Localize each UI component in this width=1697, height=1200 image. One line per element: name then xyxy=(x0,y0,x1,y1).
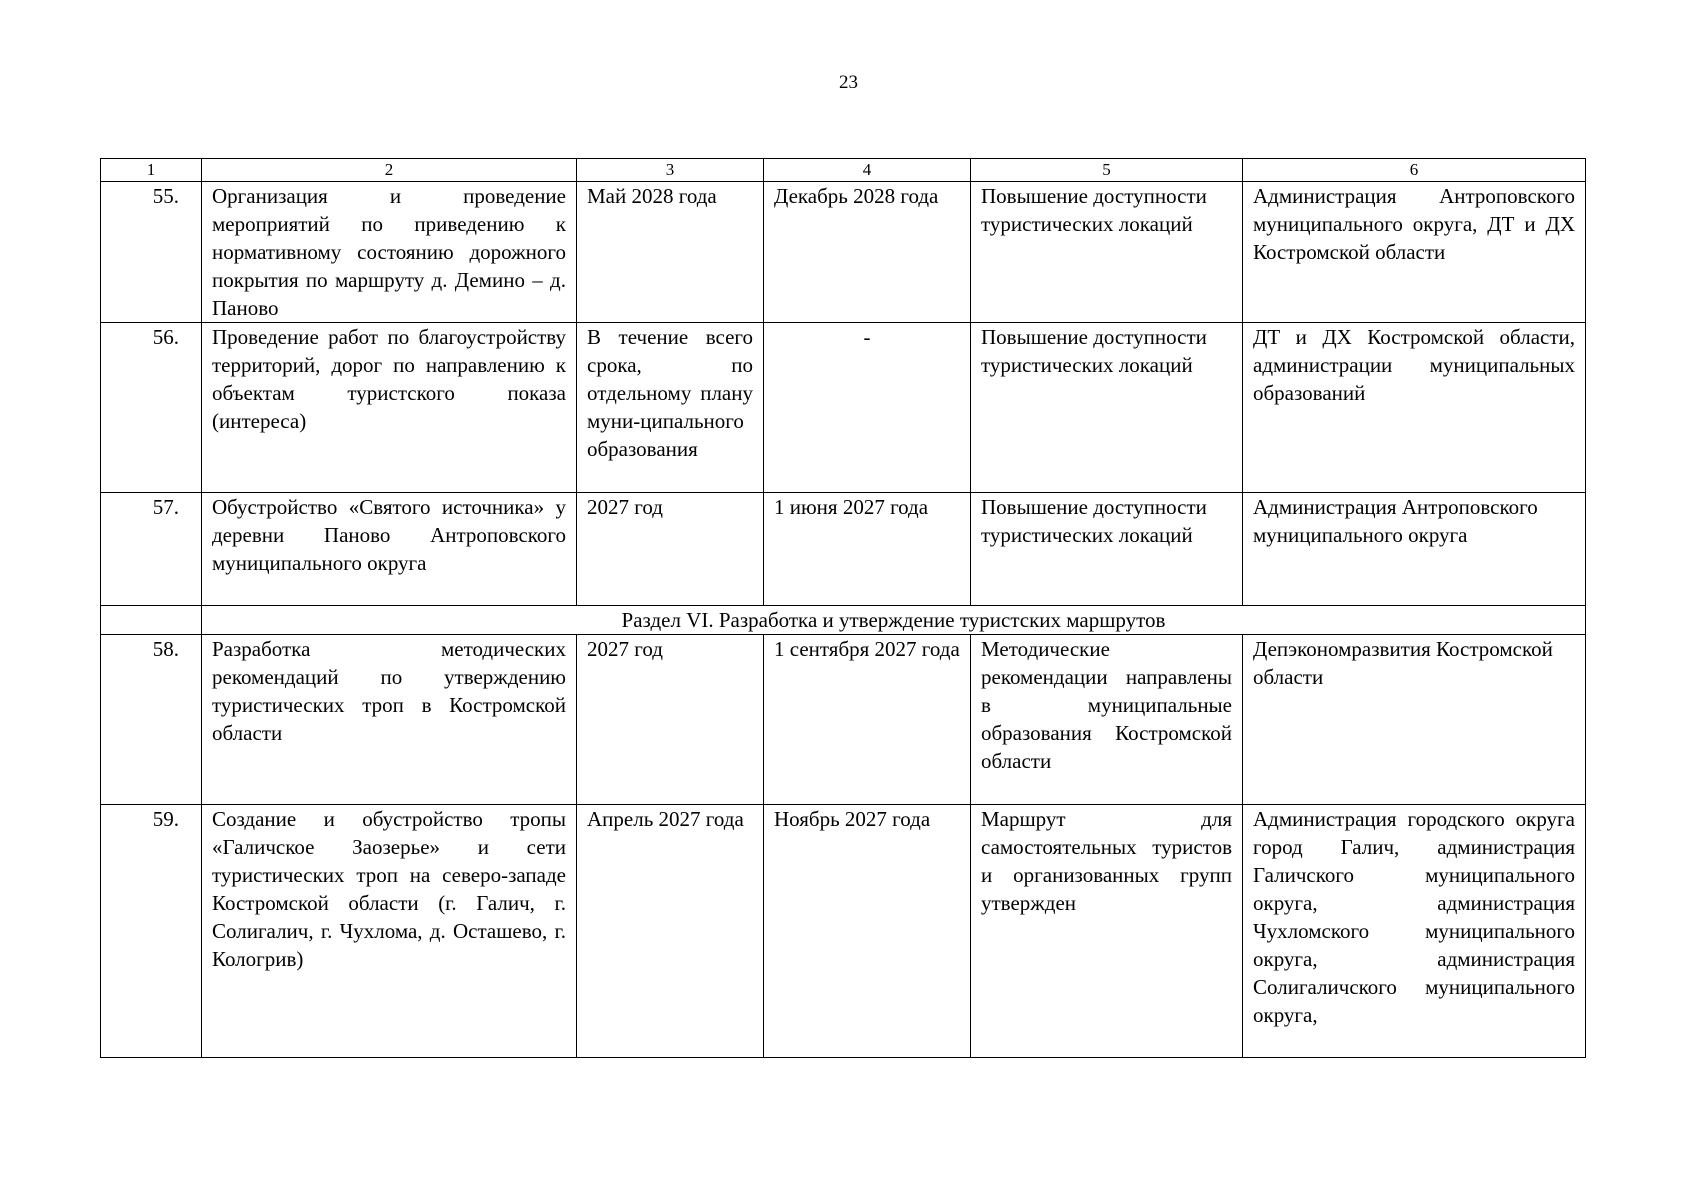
column-number-row xyxy=(101,159,1586,182)
responsible-cell: Администрация Антроповского муниципального округа, ДТ и ДХ Костромской области xyxy=(1243,182,1586,323)
start-date-cell: Май 2028 года xyxy=(577,182,764,323)
row-number: 57. xyxy=(101,493,202,606)
section-row xyxy=(101,606,1586,635)
section-empty-cell xyxy=(101,606,202,635)
column-number: 3 xyxy=(577,159,764,182)
action-cell: Разработка методических рекомендаций по утверждению туристических троп в Костромской области xyxy=(202,635,577,805)
row-number: 58. xyxy=(101,635,202,805)
action-cell: Проведение работ по благоустройству территорий, дорог по направлению к объектам туристского показа (интереса) xyxy=(202,323,577,493)
responsible-cell: Администрация городского округа город Галич, администрация Галичского муниципального округа, администрация Чухломского муниципального округа, администрация Солигаличского муниципального округа, xyxy=(1243,805,1586,1058)
result-cell: Методические рекомендации направлены в муниципальные образования Костромской области xyxy=(971,635,1243,805)
end-date-cell: 1 июня 2027 года xyxy=(764,493,971,606)
end-date-cell: - xyxy=(764,323,971,493)
column-number: 1 xyxy=(101,159,202,182)
result-cell: Маршрут для самостоятельных туристов и организованных групп утвержден xyxy=(971,805,1243,1058)
result-cell: Повышение доступности туристических локаций xyxy=(971,493,1243,606)
action-cell: Создание и обустройство тропы «Галичское Заозерье» и сети туристических троп на северо-западе Костромской области (г. Галич, г. Солигалич, г. Чухлома, д. Осташево, г. Кологрив) xyxy=(202,805,577,1058)
column-number: 4 xyxy=(764,159,971,182)
column-number: 2 xyxy=(202,159,577,182)
table-row xyxy=(101,635,1586,805)
end-date-cell: 1 сентября 2027 года xyxy=(764,635,971,805)
section-title: Раздел VI. Разработка и утверждение туристских маршрутов xyxy=(202,606,1586,635)
start-date-cell: Апрель 2027 года xyxy=(577,805,764,1058)
table-row xyxy=(101,323,1586,493)
column-number: 6 xyxy=(1243,159,1586,182)
row-number: 59. xyxy=(101,805,202,1058)
table-row xyxy=(101,805,1586,1058)
responsible-cell: ДТ и ДХ Костромской области, администрации муниципальных образований xyxy=(1243,323,1586,493)
start-date-cell: 2027 год xyxy=(577,635,764,805)
responsible-cell: Депэкономразвития Костромской области xyxy=(1243,635,1586,805)
action-plan-table xyxy=(100,158,1586,1058)
page-number: 23 xyxy=(839,72,858,93)
column-number: 5 xyxy=(971,159,1243,182)
result-cell: Повышение доступности туристических локаций xyxy=(971,323,1243,493)
responsible-cell: Администрация Антроповского муниципального округа xyxy=(1243,493,1586,606)
result-cell: Повышение доступности туристических локаций xyxy=(971,182,1243,323)
start-date-cell: В течение всего срока, по отдельному плану муни-ципального образования xyxy=(577,323,764,493)
action-cell: Организация и проведение мероприятий по приведению к нормативному состоянию дорожного покрытия по маршруту д. Демино – д. Паново xyxy=(202,182,577,323)
row-number: 55. xyxy=(101,182,202,323)
row-number: 56. xyxy=(101,323,202,493)
end-date-cell: Ноябрь 2027 года xyxy=(764,805,971,1058)
table-row xyxy=(101,182,1586,323)
end-date-cell: Декабрь 2028 года xyxy=(764,182,971,323)
start-date-cell: 2027 год xyxy=(577,493,764,606)
table-row xyxy=(101,493,1586,606)
action-cell: Обустройство «Святого источника» у деревни Паново Антроповского муниципального округа xyxy=(202,493,577,606)
